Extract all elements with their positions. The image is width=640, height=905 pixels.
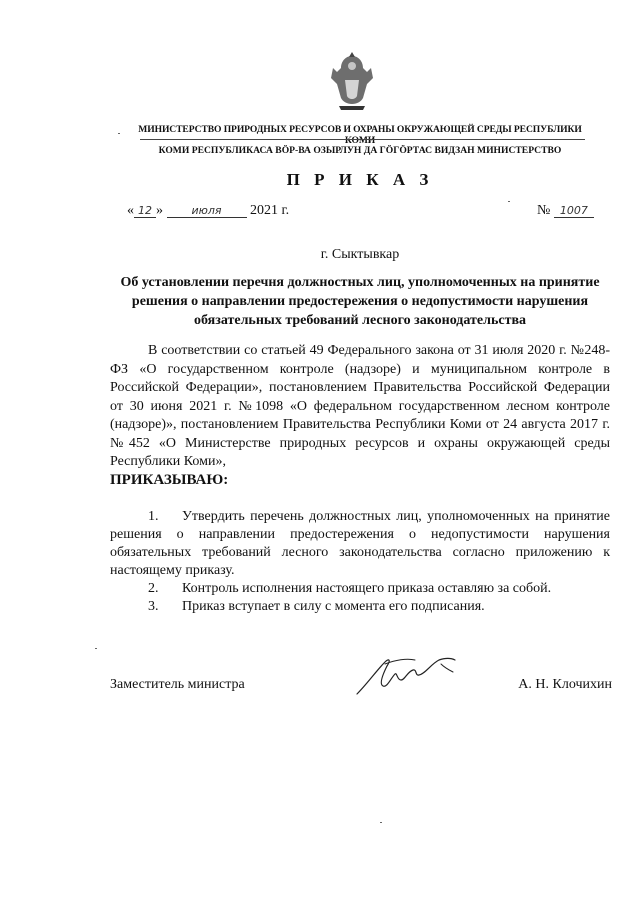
- signatory-name: А. Н. Клочихин: [518, 677, 612, 692]
- date-day: 12: [134, 204, 156, 218]
- list-item: 2. Контроль исполнения настоящего приказа оставляю за собой.: [148, 581, 552, 596]
- date-year: 2021 г.: [250, 203, 290, 218]
- order-number-value: 1007: [554, 204, 594, 218]
- scan-speck: [118, 133, 120, 134]
- city: г. Сыктывкар: [320, 247, 400, 262]
- order-date: « 12 » июля 2021 г.: [127, 203, 290, 218]
- ministry-name-russian: МИНИСТЕРСТВО ПРИРОДНЫХ РЕСУРСОВ И ОХРАНЫ ОКРУЖАЮЩЕЙ СРЕДЫ РЕСПУБЛИКИ КОМИ: [138, 124, 582, 146]
- document-title: П Р И К А З: [286, 170, 434, 189]
- scan-speck: [508, 201, 510, 202]
- header-divider: [140, 139, 585, 140]
- coat-of-arms-emblem: [327, 50, 377, 112]
- order-heading: ПРИКАЗЫВАЮ:: [110, 472, 229, 488]
- preamble-paragraph: В соответствии со статьей 49 Федерального закона от 31 июля 2020 г. №248-ФЗ «О государственном контроле (надзоре) и муниципальном контроле в Российской Федерации», постановлением Правительства Российской Федерации от 30 июня 2021 г. №1098 «О федеральном государственном лесном контроле (надзоре)», постановлением Правительства Республики Коми от 24 августа 2017 г. №452 «О Министерстве природных ресурсов и охраны окружающей среды Республики Коми»,: [110, 343, 610, 469]
- signatory-position: Заместитель министра: [110, 677, 245, 692]
- scan-speck: [95, 648, 97, 649]
- order-number: № 1007: [537, 203, 594, 219]
- ministry-name-komi: КОМИ РЕСПУБЛИКАСА ВӦР-ВА ОЗЫРЛУН ДА ГӦГӦРТАС ВИДЗАН МИНИСТЕРСТВО: [158, 145, 562, 156]
- order-items-list: [110, 508, 610, 616]
- list-item: 1. Утвердить перечень должностных лиц, уполномоченных на принятие решения о направлении предостережения о недопустимости нарушения обязательных требований лесного законодательства согласно приложению к настоящему приказу.: [110, 509, 610, 578]
- date-month: июля: [167, 204, 247, 218]
- order-subject: Об установлении перечня должностных лиц, уполномоченных на принятие решения о направлении предостережения о недопустимости нарушения обязательных требований лесного законодательства: [120, 275, 600, 328]
- list-item: 3. Приказ вступает в силу с момента его подписания.: [148, 599, 485, 614]
- scan-speck: [380, 822, 382, 823]
- handwritten-signature: [355, 650, 460, 700]
